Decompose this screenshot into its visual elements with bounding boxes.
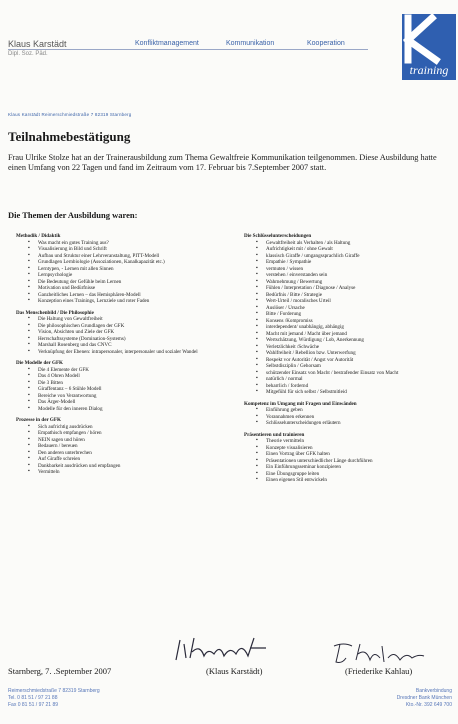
section-schluessel — [244, 233, 450, 396]
list-item: ▪ Die Haltung von Gewaltfreiheit — [16, 316, 228, 323]
list-item: ▪ Giraffentanz – 6 Stühle Modell — [16, 386, 228, 393]
section-title: Das Menschenbild / Die Philosophie — [16, 309, 94, 316]
list-item: ▪ Das 4 Ohren Modell — [16, 373, 228, 380]
section-title: Methodik / Didaktik — [16, 233, 61, 239]
topic-list — [244, 407, 450, 427]
topic-list — [16, 316, 228, 355]
signature-kahlau — [330, 640, 430, 666]
list-item: ▪ Dankbarkeit ausdrücken und empfangen — [16, 463, 228, 470]
list-item: ▪ Eine Übungsgruppe leiten — [244, 471, 450, 478]
list-item: ▪ Aufbau und Struktur einer Lehrveranstaltung, PITT-Modell — [16, 253, 228, 260]
topic-list — [244, 240, 450, 396]
list-item: ▪ Lerntypen, - Lernen mit allen Sinnen — [16, 266, 228, 273]
list-item: ▪ Einen eigenen Stil entwickeln — [244, 477, 450, 484]
list-item: ▪ Bedürfnis / Bitte / Strategie — [244, 292, 450, 299]
logo-text: training — [409, 63, 449, 77]
footer-contact — [8, 688, 100, 709]
list-item: ▪ Wertschätzung, Würdigung / Lob, Anerkennung — [244, 337, 450, 344]
document-title: Teilnahmebestätigung — [8, 129, 131, 144]
list-item: ▪ Bedauern / bereuen — [16, 443, 228, 450]
topic-list — [16, 240, 228, 305]
list-item: ▪ klassisch Giraffe / umgangssprachlich Giraffe — [244, 253, 450, 260]
sender-line: Klaus Karstädt Reimerschmiedstraße 7 82319 Starnberg — [8, 112, 132, 117]
section-modelle — [16, 360, 228, 412]
signer-name: (Klaus Karstädt) — [206, 666, 263, 676]
topics-heading: Die Themen der Ausbildung waren: — [8, 210, 138, 220]
list-item: ▪ Die 4 Elemente der GFK — [16, 367, 228, 374]
list-item: ▪ Motivation und Bedürfnisse — [16, 285, 228, 292]
list-item: ▪ Die philosophischen Grundlagen der GFK — [16, 323, 228, 330]
footer-account: Kto.-Nr. 392 649 700 — [405, 702, 452, 708]
list-item: ▪ Grundlagen Lernbiologie (Assoziationen, Kanalkapazität etc.) — [16, 259, 228, 266]
list-item: ▪ Ganzheitliches Lernen – das Hemisphären-Modell — [16, 292, 228, 299]
intro-paragraph: Frau Ulrike Stolze hat an der Trainerausbildung zum Thema Gewaltfreie Kommunikation teilgenommen. Diese Ausbildung hatte einen Umfang von 22 Tagen und fand im Zeitraum vom 17. Februar bis 7.September 2007 statt. — [8, 153, 437, 172]
list-item: ▪ schützender Einsatz von Macht / bestrafender Einsatz von Macht — [244, 370, 450, 377]
list-item: ▪ Aufrichtigkeit mit / ohne Gewalt — [244, 246, 450, 253]
letterhead-rule — [8, 49, 368, 50]
list-item: ▪ Konzepte visualisieren — [244, 445, 450, 452]
list-item: ▪ Vorannahmen erkennen — [244, 414, 450, 421]
list-item: ▪ Konzeption eines Trainings, Lernziele und roter Faden — [16, 298, 228, 305]
section-title: Präsentieren und trainieren — [244, 431, 305, 438]
list-item: ▪ Fühlen / Interpretation / Diagnose / Analyse — [244, 285, 450, 292]
section-praesentieren — [244, 432, 450, 484]
footer-bank — [352, 688, 452, 709]
list-item: ▪ beharrlich / fordernd — [244, 383, 450, 390]
list-item: ▪ Respekt vor Autorität / Angst vor Autorität — [244, 357, 450, 364]
topic-list — [16, 367, 228, 413]
list-item: ▪ Die 3 Bitten — [16, 380, 228, 387]
list-item: ▪ Visualisierung in Bild und Schrift — [16, 246, 228, 253]
list-item: ▪ natürlich / normal — [244, 376, 450, 383]
letterhead-name: Klaus Karstädt — [8, 39, 67, 49]
list-item: ▪ Die Bedeutung der Gefühle beim Lernen — [16, 279, 228, 286]
footer-address: Reimerschmiedstraße 7 82319 Starnberg — [8, 688, 100, 694]
list-item: ▪ Herrschaftssysteme (Domination-Systems) — [16, 336, 228, 343]
list-item: ▪ Den anderen unterbrechen — [16, 450, 228, 457]
list-item: ▪ Auf Giraffe schreien — [16, 456, 228, 463]
list-item: ▪ interdependent/ unabhängig, abhängig — [244, 324, 450, 331]
list-item: ▪ Empathisch empfangen / hören — [16, 430, 228, 437]
section-title: Prozesse in der GFK — [16, 417, 61, 423]
list-item: ▪ Wahlfreiheit / Rebellion bzw. Unterwerfung — [244, 350, 450, 357]
list-item: ▪ Modelle für den inneren Dialog — [16, 406, 228, 413]
section-prozesse — [16, 417, 228, 476]
list-item: ▪ Empathie / Sympathie — [244, 259, 450, 266]
list-item: ▪ Auslöser / Ursache — [244, 305, 450, 312]
list-item: ▪ Ein Einführungsseminar konzipieren — [244, 464, 450, 471]
list-item: ▪ Sich aufrichtig ausdrücken — [16, 424, 228, 431]
list-item: ▪ Macht mit jemand / Macht über jemand — [244, 331, 450, 338]
list-item: ▪ Gewaltfreiheit als Verhalten / als Haltung — [244, 240, 450, 247]
list-item: ▪ Bitte / Forderung — [244, 311, 450, 318]
section-title: Die Schlüsselunterscheidungen — [244, 233, 312, 239]
place-date: Starnberg, 7. .September 2007 — [8, 666, 112, 676]
section-title: Die Modelle der GFK — [16, 360, 64, 366]
section-title: Kompetenz im Umgang mit Fragen und Einwänden — [244, 400, 357, 407]
training-logo — [402, 14, 456, 80]
list-item: ▪ verstehen / einverstanden sein — [244, 272, 450, 279]
list-item: ▪ Konsens /Kompromiss — [244, 318, 450, 325]
list-item: ▪ Was macht ein gutes Training aus? — [16, 240, 228, 247]
list-item: ▪ Lernpsychologie — [16, 272, 228, 279]
topic-item: Konfliktmanagement — [135, 40, 199, 47]
topic-list — [16, 424, 228, 476]
list-item: ▪ Einen Vortrag über GFK halten — [244, 451, 450, 458]
list-item: ▪ Selbstdisziplin / Gehorsam — [244, 363, 450, 370]
list-item: ▪ Marshall Rosenberg und das CNVC — [16, 342, 228, 349]
left-column — [16, 233, 228, 481]
list-item: ▪ Schlüsselunterscheidungen erläutern — [244, 420, 450, 427]
list-item: ▪ Theorie vermitteln — [244, 438, 450, 445]
list-item: ▪ Das Ärger-Modell — [16, 399, 228, 406]
signer-name: (Friederike Kahlau) — [345, 666, 413, 676]
footer-bank-label: Bankverbindung — [415, 688, 452, 694]
list-item: ▪ vermuten / wissen — [244, 266, 450, 273]
list-item: ▪ NEIN sagen und hören — [16, 437, 228, 444]
footer-fax: Fax 0 81 51 / 97 21 89 — [8, 702, 59, 708]
list-item: ▪ Wert-Urteil / moralisches Urteil — [244, 298, 450, 305]
list-item: ▪ Präsentationen unterschiedlicher Länge durchführen — [244, 458, 450, 465]
list-item: ▪ Verletzlichkeit /Schwäche — [244, 344, 450, 351]
list-item: ▪ Mitgefühl für sich selbst / Selbstmitleid — [244, 389, 450, 396]
signature-karstaedt — [170, 634, 280, 666]
letterhead-subtitle: Dipl. Soz. Päd. — [8, 51, 48, 57]
topic-list — [244, 438, 450, 484]
topic-item: Kooperation — [307, 40, 345, 47]
right-column — [244, 233, 450, 489]
list-item: ▪ Einführung geben — [244, 407, 450, 414]
footer-bank-name: Dresdner Bank München — [396, 695, 452, 701]
list-item: ▪ Verknüpfung der Ebenen: intrapersonaler, interpersonaler und sozialer Wandel — [16, 349, 228, 356]
footer-tel: Tel. 0 81 51 / 97 21 88 — [8, 695, 58, 701]
section-kompetenz — [244, 401, 450, 427]
topic-item: Kommunikation — [226, 40, 275, 47]
list-item: ▪ Vermitteln — [16, 469, 228, 476]
list-item: ▪ Wahrnehmung / Bewertung — [244, 279, 450, 286]
list-item: ▪ Vision, Absichten und Ziele der GFK — [16, 329, 228, 336]
section-menschenbild — [16, 310, 228, 356]
section-methodik — [16, 233, 228, 305]
list-item: ▪ Bereiche von Verantwortung — [16, 393, 228, 400]
